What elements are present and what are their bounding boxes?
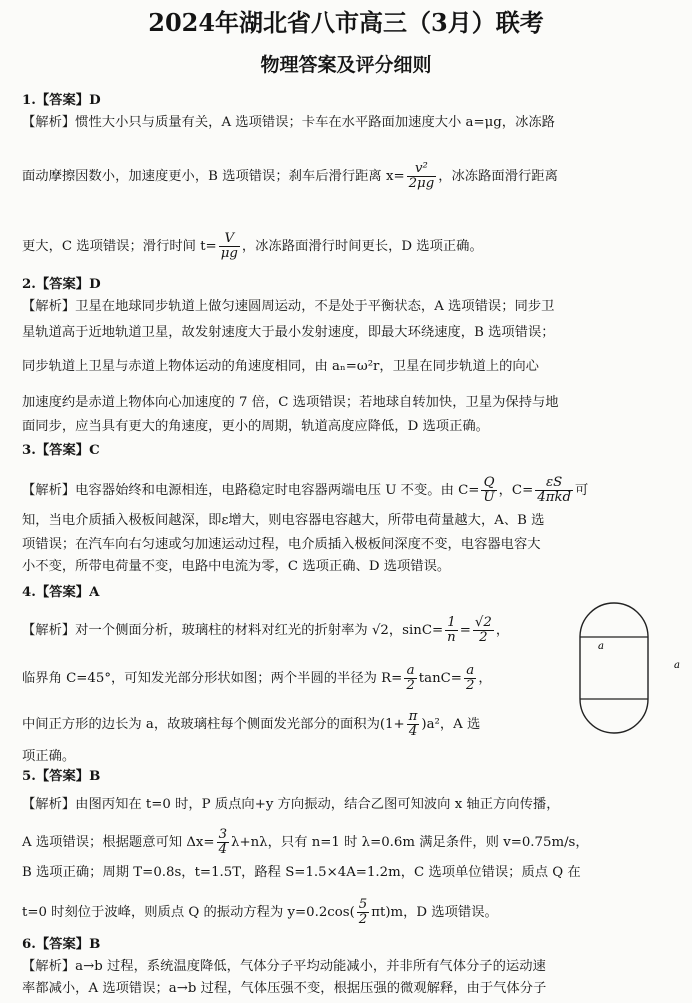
numerator: εS — [535, 476, 573, 491]
analysis-3-line4: 小不变，所带电荷量不变，电路中电流为零，C 选项正确、D 选项错误。 — [22, 559, 451, 574]
answer-5: 5.【答案】B — [22, 769, 101, 784]
analysis-4-line4: 项正确。 — [22, 749, 76, 764]
text-segment: ，C= — [498, 483, 534, 498]
glass-prism-figure — [578, 596, 684, 746]
fraction — [404, 664, 416, 693]
analysis-2-line5: 面同步，应当具有更大的角速度，更小的周期，轨道高度应降低，D 选项正确。 — [22, 419, 489, 434]
text-segment: ， — [478, 671, 492, 686]
analysis-1-line3 — [22, 232, 483, 261]
denominator: 2 — [406, 678, 415, 693]
text-segment: 【解析】对一个侧面分析，玻璃柱的材料对红光的折射率为 √2，sinC= — [22, 623, 444, 638]
page-title: 2024年湖北省八市高三（3月）联考 — [148, 8, 544, 37]
page-subtitle: 物理答案及评分细则 — [260, 54, 432, 76]
text-segment: A 选项错误；根据题意可知 Δx= — [22, 835, 215, 850]
analysis-5-line1: 【解析】由图丙知在 t=0 时，P 质点向+y 方向振动，结合乙图可知波向 x 轴正方向传播， — [22, 797, 560, 812]
analysis-5-line2 — [22, 828, 589, 857]
numerator: 3 — [218, 827, 228, 842]
fraction — [481, 476, 496, 505]
denominator: 4 — [408, 724, 418, 739]
text-segment: 临界角 C=45°，可知发光部分形状如图；两个半圆的半径为 R= — [22, 671, 403, 686]
analysis-1-line1: 【解析】惯性大小只与质量有关，A 选项错误；卡车在水平路面加速度大小 a=μg，冰冻路 — [22, 115, 555, 130]
numerator: a — [404, 664, 416, 679]
analysis-5-line3: B 选项正确；周期 T=0.8s，t=1.5T，路程 S=1.5×4A=1.2m，C 选项单位错误；质点 Q 在 — [22, 865, 581, 880]
numerator: √2 — [474, 615, 492, 630]
analysis-2-line4: 加速度约是赤道上物体向心加速度的 7 倍，C 选项错误；若地球自转加快，卫星为保持与地 — [22, 395, 559, 410]
text-segment: λ+nλ，只有 n=1 时 λ=0.6m 满足条件，则 v=0.75m/s， — [231, 835, 589, 850]
answer-3: 3.【答案】C — [22, 443, 100, 458]
analysis-6-line1: 【解析】a→b 过程，系统温度降低，气体分子平均动能减小，并非所有气体分子的运动速 — [22, 959, 546, 974]
denominator: 2 — [465, 678, 475, 693]
text-segment: ，冰冻路面滑行距离 — [438, 169, 558, 184]
analysis-1-line2 — [22, 162, 558, 191]
fraction — [407, 162, 437, 191]
fraction — [464, 664, 476, 693]
analysis-4-line2 — [22, 664, 492, 693]
analysis-3-line2: 知，当电介质插入极板间越深，即ε增大，则电容器电容越大，所带电荷量越大，A、B 选 — [22, 513, 545, 528]
fraction — [357, 898, 369, 927]
fraction — [535, 476, 573, 505]
text-segment: )a²，A 选 — [421, 717, 481, 732]
analysis-3-line1 — [22, 476, 588, 505]
numerator: 5 — [358, 897, 368, 912]
analysis-2-line2: 星轨道高于近地轨道卫星，故发射速度大于最小发射速度，即最大环绕速度，B 选项错误； — [22, 325, 555, 340]
analysis-5-line4 — [22, 898, 498, 927]
text-segment: t=0 时刻位于波峰，则质点 Q 的振动方程为 y=0.2cos( — [22, 905, 355, 920]
answer-1: 1.【答案】D — [22, 93, 101, 108]
text-segment: ， — [495, 623, 510, 638]
prism-outline — [580, 603, 648, 733]
denominator: n — [447, 630, 456, 645]
answer-4: 4.【答案】A — [22, 585, 100, 600]
fraction — [445, 616, 458, 645]
analysis-6-line2: 率都减小，A 选项错误；a→b 过程，气体压强不变，根据压强的微观解释，由于气体分子 — [22, 981, 547, 996]
text-segment: 面动摩擦因数小，加速度更小，B 选项错误；刹车后滑行距离 x= — [22, 169, 405, 184]
text-segment: 更大，C 选项错误；滑行时间 t= — [22, 239, 217, 254]
text-segment: 中间正方形的边长为 a，故玻璃柱每个侧面发光部分的面积为(1+ — [22, 717, 405, 732]
analysis-3-line3: 项错误；在汽车向右匀速或匀加速运动过程，电介质插入极板间深度不变，电容器电容大 — [22, 537, 541, 552]
numerator: V — [219, 232, 240, 247]
text-segment: = — [459, 623, 471, 638]
analysis-2-line3: 同步轨道上卫星与赤道上物体运动的角速度相同，由 aₙ=ω²r，卫星在同步轨道上的向心 — [22, 359, 539, 374]
text-segment: 【解析】电容器始终和电源相连，电路稳定时电容器两端电压 U 不变。由 C= — [22, 483, 480, 498]
numerator: π — [408, 709, 418, 724]
denominator: μg — [220, 246, 238, 261]
side-length-label: a — [674, 660, 680, 671]
numerator: 1 — [445, 616, 458, 631]
denominator: U — [483, 490, 495, 505]
text-segment: 可 — [575, 483, 589, 498]
denominator: 4πkd — [537, 490, 572, 505]
analysis-4-line3 — [22, 710, 480, 739]
denominator: 2 — [479, 630, 488, 645]
text-segment: tanC= — [418, 671, 462, 686]
denominator: 2μg — [408, 176, 435, 191]
fraction — [219, 232, 240, 261]
analysis-4-line1 — [22, 616, 509, 645]
numerator: v² — [407, 162, 437, 177]
fraction — [217, 828, 229, 857]
numerator: a — [464, 664, 476, 679]
text-segment: ，冰冻路面滑行时间更长，D 选项正确。 — [241, 239, 483, 254]
fraction — [407, 710, 420, 739]
denominator: 2 — [358, 912, 368, 927]
numerator: Q — [481, 476, 496, 491]
fraction — [473, 616, 494, 645]
answer-6: 6.【答案】B — [22, 937, 101, 952]
denominator: 4 — [218, 842, 228, 857]
answer-2: 2.【答案】D — [22, 277, 101, 292]
inner-length-label: a — [598, 641, 604, 652]
analysis-2-line1: 【解析】卫星在地球同步轨道上做匀速圆周运动，不是处于平衡状态，A 选项错误；同步卫 — [22, 299, 555, 314]
text-segment: πt)m，D 选项错误。 — [371, 905, 498, 920]
